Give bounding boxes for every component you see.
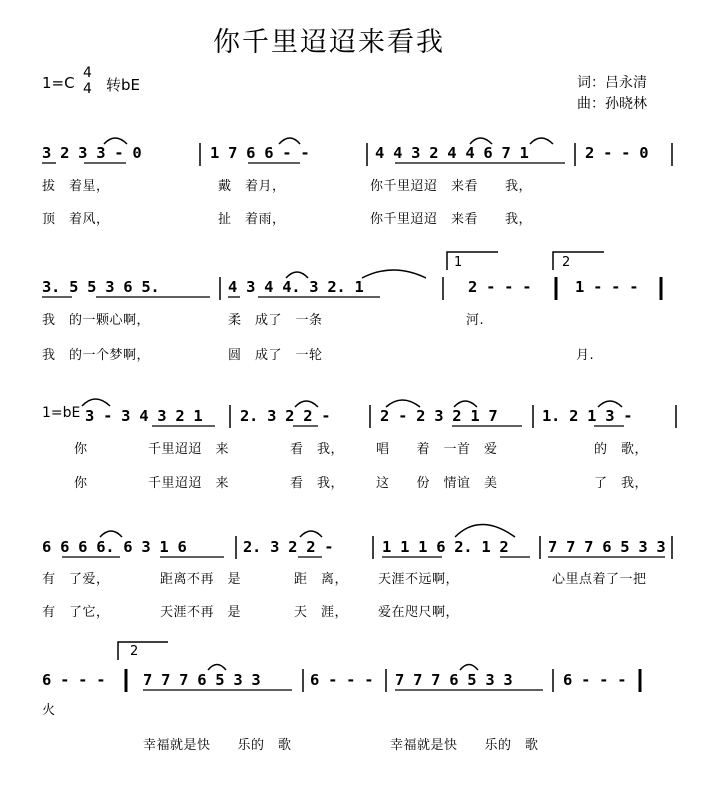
measure-4-2: 2. 3 2 2 - [243, 538, 334, 556]
slur [598, 401, 622, 407]
lyric-2-2-b: 圆 成了 一轮 [228, 348, 323, 363]
lyricist-credit: 词：吕永清 [577, 75, 647, 91]
slur [362, 270, 426, 278]
lyric-4-2-c: 天 涯， [294, 605, 349, 620]
volta-2-label: 2 [562, 255, 571, 270]
lyric-1-1-c: 你千里迢迢 来看 我， [370, 179, 533, 194]
measure-3-2: 2. 3 2 2 - [240, 407, 331, 425]
slur [470, 138, 492, 144]
lyric-2-2-a: 我 的一个梦啊， [42, 348, 151, 363]
slur [295, 401, 318, 407]
slur [104, 138, 127, 144]
measure-5-3: 6 - - - [310, 671, 374, 689]
measure-1-1: 3 2 3 3 - 0 [42, 144, 142, 162]
slur [82, 399, 110, 406]
volta-2-bracket [553, 252, 604, 270]
measure-3-1: 3 - 3 4 3 2 1 [85, 407, 203, 425]
lyric-1-1-a: 拔 着星， [42, 179, 110, 194]
time-signature-bottom: 4 [83, 81, 92, 97]
lyric-4-2-b: 天涯不再 是 [160, 605, 242, 620]
lyric-3-2-a: 你 [74, 476, 88, 491]
modulation-marker: 1=bE [42, 405, 81, 421]
measure-5-1: 6 - - - [42, 671, 106, 689]
lyric-2-1-b: 柔 成了 一条 [228, 313, 323, 328]
key-modulation: 转bE [106, 76, 140, 94]
slur [100, 531, 122, 537]
song-title: 你千里迢迢来看我 [213, 27, 445, 58]
lyric-4-1-d: 天涯不远啊， [378, 572, 460, 587]
measure-2-1: 3. 5 5 3 6 5. [42, 278, 160, 296]
lyric-4-1-e: 心里点着了一把 [552, 572, 647, 587]
lyric-3-2-b: 千里迢迢 来 [148, 476, 230, 491]
lyric-4-1-c: 距 离， [294, 572, 349, 587]
slur [300, 531, 322, 537]
measure-4-4: 7 7 7 6 5 3 3 [548, 538, 666, 556]
lyric-4-2-a: 有 了它， [42, 605, 110, 620]
measure-3-4: 1. 2 1 3 - [542, 407, 633, 425]
lyric-3-1-d: 唱 着 一首 爱 [376, 442, 498, 457]
slur [454, 401, 477, 407]
lyric-2-2-c: 月. [576, 348, 595, 363]
lyric-3-2-c: 看 我， [290, 476, 345, 491]
measure-2-4: 1 - - - [575, 278, 639, 296]
lyric-5-2-a: 幸福就是快 乐的 歌 [143, 738, 292, 753]
lyric-3-2-d: 这 份 情谊 美 [376, 476, 498, 491]
lyric-1-2-b: 扯 着雨， [218, 212, 286, 227]
slur [286, 272, 308, 278]
time-signature-top: 4 [83, 65, 92, 81]
slur [386, 400, 420, 407]
measure-5-2: 7 7 7 6 5 3 3 [143, 671, 261, 689]
lyric-5-2-b: 幸福就是快 乐的 歌 [390, 738, 539, 753]
lyric-2-1-c: 河. [466, 313, 485, 328]
measure-1-3: 4 4 3 2 4 4 6 7 1 [375, 144, 529, 162]
measure-1-2: 1 7 6 6 - - [210, 144, 310, 162]
lyric-3-1-a: 你 [74, 442, 88, 457]
measure-2-3: 2 - - - [468, 278, 532, 296]
slur [208, 665, 226, 671]
measure-5-5: 6 - - - [563, 671, 627, 689]
measure-5-4: 7 7 7 6 5 3 3 [395, 671, 513, 689]
lyric-2-1-a: 我 的一颗心啊， [42, 313, 151, 328]
measure-2-2: 4 3 4 4. 3 2. 1 [228, 278, 364, 296]
lyric-1-2-a: 顶 着风， [42, 212, 110, 227]
lyric-5-1-a: 火 [42, 703, 56, 718]
lyric-4-1-b: 距离不再 是 [160, 572, 242, 587]
measure-3-3: 2 - 2 3 2 1 7 [380, 407, 498, 425]
key-prefix: 1=C [42, 74, 75, 92]
lyric-1-2-c: 你千里迢迢 来看 我， [370, 212, 533, 227]
measure-1-4: 2 - - 0 [585, 144, 649, 162]
lyric-4-1-a: 有 了爱， [42, 572, 110, 587]
volta-2b-bracket [118, 642, 168, 660]
volta-1-label: 1 [454, 255, 463, 270]
slur [279, 138, 300, 144]
measure-4-3: 1 1 1 6 2. 1 2 [382, 538, 509, 556]
lyric-1-1-b: 戴 着月， [218, 179, 286, 194]
slur [530, 138, 553, 144]
lyric-4-2-d: 爱在咫尺啊， [378, 605, 460, 620]
composer-credit: 曲：孙晓林 [577, 96, 647, 112]
measure-4-1: 6 6 6 6. 6 3 1 6 [42, 538, 187, 556]
slur [455, 525, 515, 538]
lyric-3-1-b: 千里迢迢 来 [148, 442, 230, 457]
slur [460, 665, 478, 671]
volta-1-bracket [447, 252, 498, 270]
lyric-3-2-e: 了 我， [594, 476, 649, 491]
lyric-3-1-c: 看 我， [290, 442, 345, 457]
volta-2b-label: 2 [130, 644, 139, 659]
lyric-3-1-e: 的 歌， [594, 442, 649, 457]
